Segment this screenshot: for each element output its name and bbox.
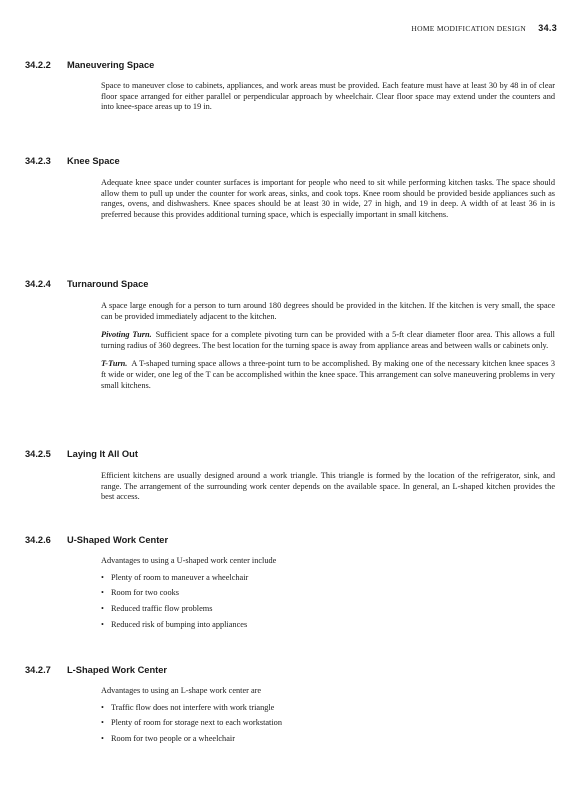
section-heading — [25, 156, 120, 166]
list-item-text: Reduced traffic flow problems — [111, 604, 213, 614]
paragraph: Efficient kitchens are usually designed around a work triangle. This triangle is formed by the location of the refrigerator, sink, and range. The arrangement of the surrounding work center depends on the available space. In general, an L-shaped kitchen provides the best access. — [101, 471, 555, 502]
runin-paragraph — [101, 330, 555, 351]
bullet-icon: • — [101, 572, 104, 582]
section-title: L-Shaped Work Center — [67, 665, 168, 675]
list-item-text: Traffic flow does not interfere with work triangle — [111, 702, 275, 712]
page-number: 34.3 — [538, 23, 557, 33]
section-number: 34.2.6 — [25, 535, 51, 545]
list-item-text: Room for two people or a wheelchair — [111, 734, 235, 744]
running-title: HOME MODIFICATION DESIGN — [411, 24, 527, 33]
runin-heading: Pivoting Turn. — [101, 330, 152, 340]
bullet-icon: • — [101, 734, 104, 744]
runin-text: Sufficient space for a complete pivoting turn can be provided with a 5-ft clear diameter floor area. This allows a full turning radius of 360 degrees. The best location for the turning space is away from appliance areas and between walls or cabinets only. — [101, 330, 555, 350]
section-title: Maneuvering Space — [67, 60, 155, 70]
runin-text: A T-shaped turning space allows a three-point turn to be accomplished. By making one of the necessary kitchen knee spaces 3 ft wide or wider, one leg of the T can be accomplished within the knee space. This arrangement can solve maneuvering problems in very small kitchens. — [101, 359, 555, 390]
section-number: 34.2.5 — [25, 449, 51, 459]
section-body — [101, 556, 555, 636]
bullet-list — [101, 573, 555, 631]
list-item — [101, 588, 555, 599]
bullet-icon: • — [101, 702, 104, 712]
paragraph: Adequate knee space under counter surfaces is important for people who need to sit while performing kitchen tasks. The space should allow them to pull up under the counter for work areas, sinks, and cook tops. Knee room should be provided beside appliances such as ranges, ovens, and dishwashers. Knee spaces should be at least 30 in wide, 27 in high, and 19 in deep. A width of at least 36 in is preferred because this provides additional turning space, which is especially important in small kitchens. — [101, 178, 555, 219]
list-item — [101, 734, 555, 745]
list-item-text: Plenty of room to maneuver a wheelchair — [111, 572, 249, 582]
list-item-text: Reduced risk of bumping into appliances — [111, 620, 248, 630]
section-title: Turnaround Space — [67, 279, 149, 289]
list-item — [101, 573, 555, 584]
section-heading — [25, 535, 168, 545]
section-number: 34.2.7 — [25, 665, 51, 675]
list-item-text: Room for two cooks — [111, 588, 179, 598]
list-item — [101, 620, 555, 631]
section-heading — [25, 60, 154, 70]
list-item — [101, 703, 555, 714]
list-item-text: Plenty of room for storage next to each workstation — [111, 718, 282, 728]
paragraph: Space to maneuver close to cabinets, appliances, and work areas must be provided. Each feature must have at least 30 by 48 in of clear floor space arranged for either parallel or perpendicular approach by wheelchair. Clear floor space may extend under the counters and into knee-space areas up to 19 in. — [101, 81, 555, 112]
list-lead-in: Advantages to using a U-shaped work center include — [101, 556, 277, 565]
section-body — [101, 81, 555, 121]
section-number: 34.2.2 — [25, 60, 51, 70]
section-number: 34.2.4 — [25, 279, 51, 289]
running-header — [411, 23, 557, 33]
bullet-icon: • — [101, 588, 104, 598]
bullet-icon: • — [101, 604, 104, 614]
section-body — [101, 178, 555, 228]
section-body — [101, 686, 555, 750]
section-title: Laying It All Out — [67, 449, 138, 459]
list-lead-in: Advantages to using an L-shape work center are — [101, 686, 262, 695]
bullet-icon: • — [101, 718, 104, 728]
bullet-list — [101, 703, 555, 745]
list-item — [101, 718, 555, 729]
bullet-icon: • — [101, 620, 104, 630]
paragraph: A space large enough for a person to turn around 180 degrees should be provided in the kitchen. If the kitchen is very small, the space can be provided immediately adjacent to the kitchen. — [101, 301, 555, 321]
runin-heading: T-Turn. — [101, 359, 128, 369]
list-item — [101, 604, 555, 615]
section-number: 34.2.3 — [25, 156, 51, 166]
section-title: U-Shaped Work Center — [67, 535, 169, 545]
runin-paragraph — [101, 359, 555, 391]
section-heading — [25, 279, 148, 289]
section-heading — [25, 665, 167, 675]
section-heading — [25, 449, 138, 459]
section-title: Knee Space — [67, 156, 120, 166]
section-body — [101, 471, 555, 511]
section-body — [101, 301, 555, 399]
